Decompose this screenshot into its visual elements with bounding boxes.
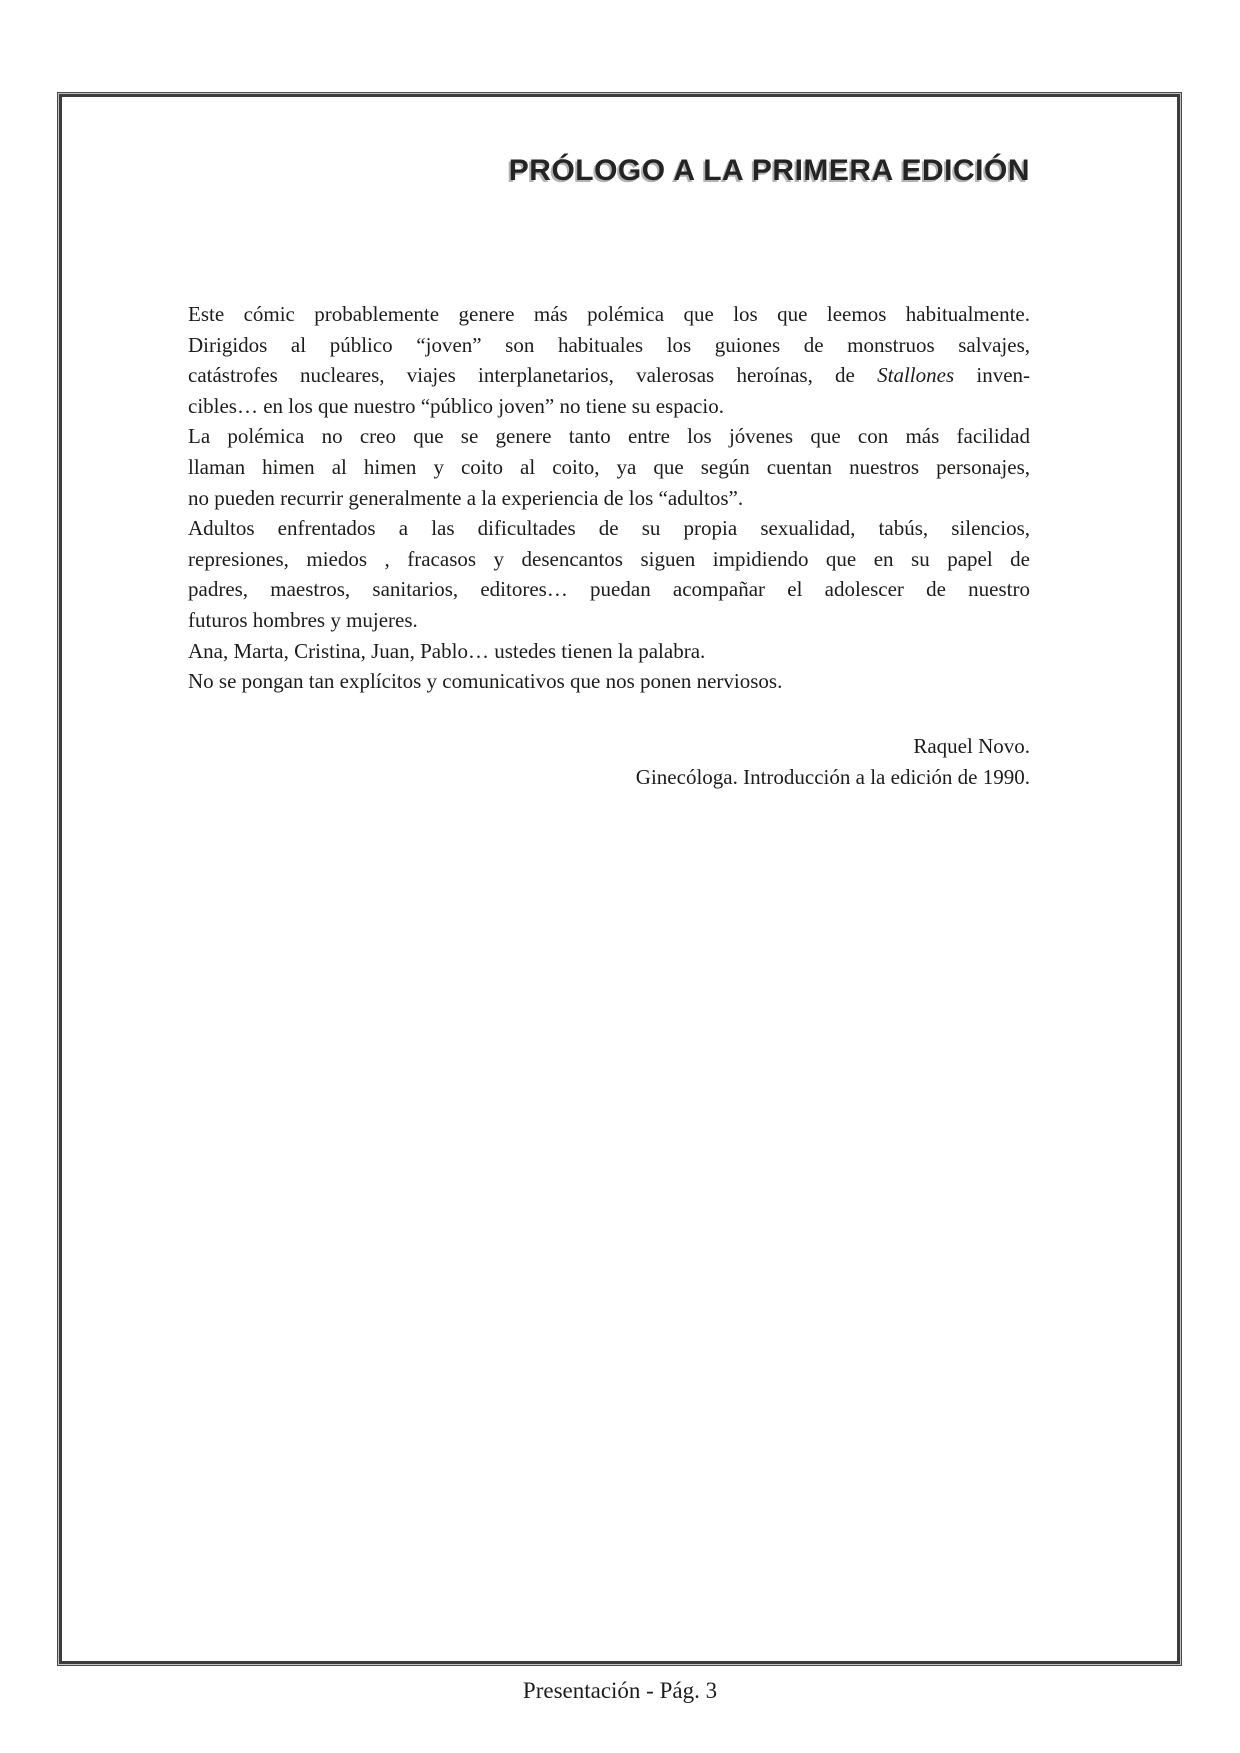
signature-author: Raquel Novo. bbox=[913, 734, 1030, 758]
body-line: no pueden recurrir generalmente a la experiencia de los “adultos”. bbox=[188, 485, 744, 510]
body-line: No se pongan tan explícitos y comunicativos que nos ponen nerviosos. bbox=[188, 669, 783, 694]
chapter-title: PRÓLOGO A LA PRIMERA EDICIÓN bbox=[508, 154, 1030, 187]
signature-credentials: Ginecóloga. Introducción a la edición de 1990. bbox=[635, 764, 1030, 789]
body-line: cibles… en los que nuestro “público joven” no tiene su espacio. bbox=[188, 393, 724, 418]
body-line: futuros hombres y mujeres. bbox=[188, 607, 418, 632]
body-line: Adultos enfrentados a las dificultades de su propia sexualidad, tabús, silencios, bbox=[188, 516, 1030, 541]
body-line: Este cómic probablemente genere más polémica que los que leemos habitualmente. bbox=[188, 302, 1030, 326]
body-line: Ana, Marta, Cristina, Juan, Pablo… ustedes tienen la palabra. bbox=[188, 638, 706, 663]
body-line: padres, maestros, sanitarios, editores… puedan acompañar el adolescer de nuestro bbox=[188, 577, 1030, 602]
body-line: llaman himen al himen y coito al coito, ya que según cuentan nuestros personajes, bbox=[188, 454, 1030, 479]
signature-block bbox=[188, 731, 1030, 792]
body-line: Dirigidos al público “joven” son habituales los guiones de monstruos salvajes, bbox=[188, 332, 1030, 357]
body-line: represiones, miedos , fracasos y desencantos siguen impidiendo que en su papel de bbox=[188, 546, 1030, 571]
body-text bbox=[188, 299, 1030, 697]
page-footer: Presentación - Pág. 3 bbox=[522, 1678, 718, 1703]
body-line: catástrofes nucleares, viajes interplanetarios, valerosas heroínas, de Stallones inven- bbox=[188, 363, 1031, 388]
body-line: La polémica no creo que se genere tanto entre los jóvenes que con más facilidad bbox=[188, 424, 1030, 449]
